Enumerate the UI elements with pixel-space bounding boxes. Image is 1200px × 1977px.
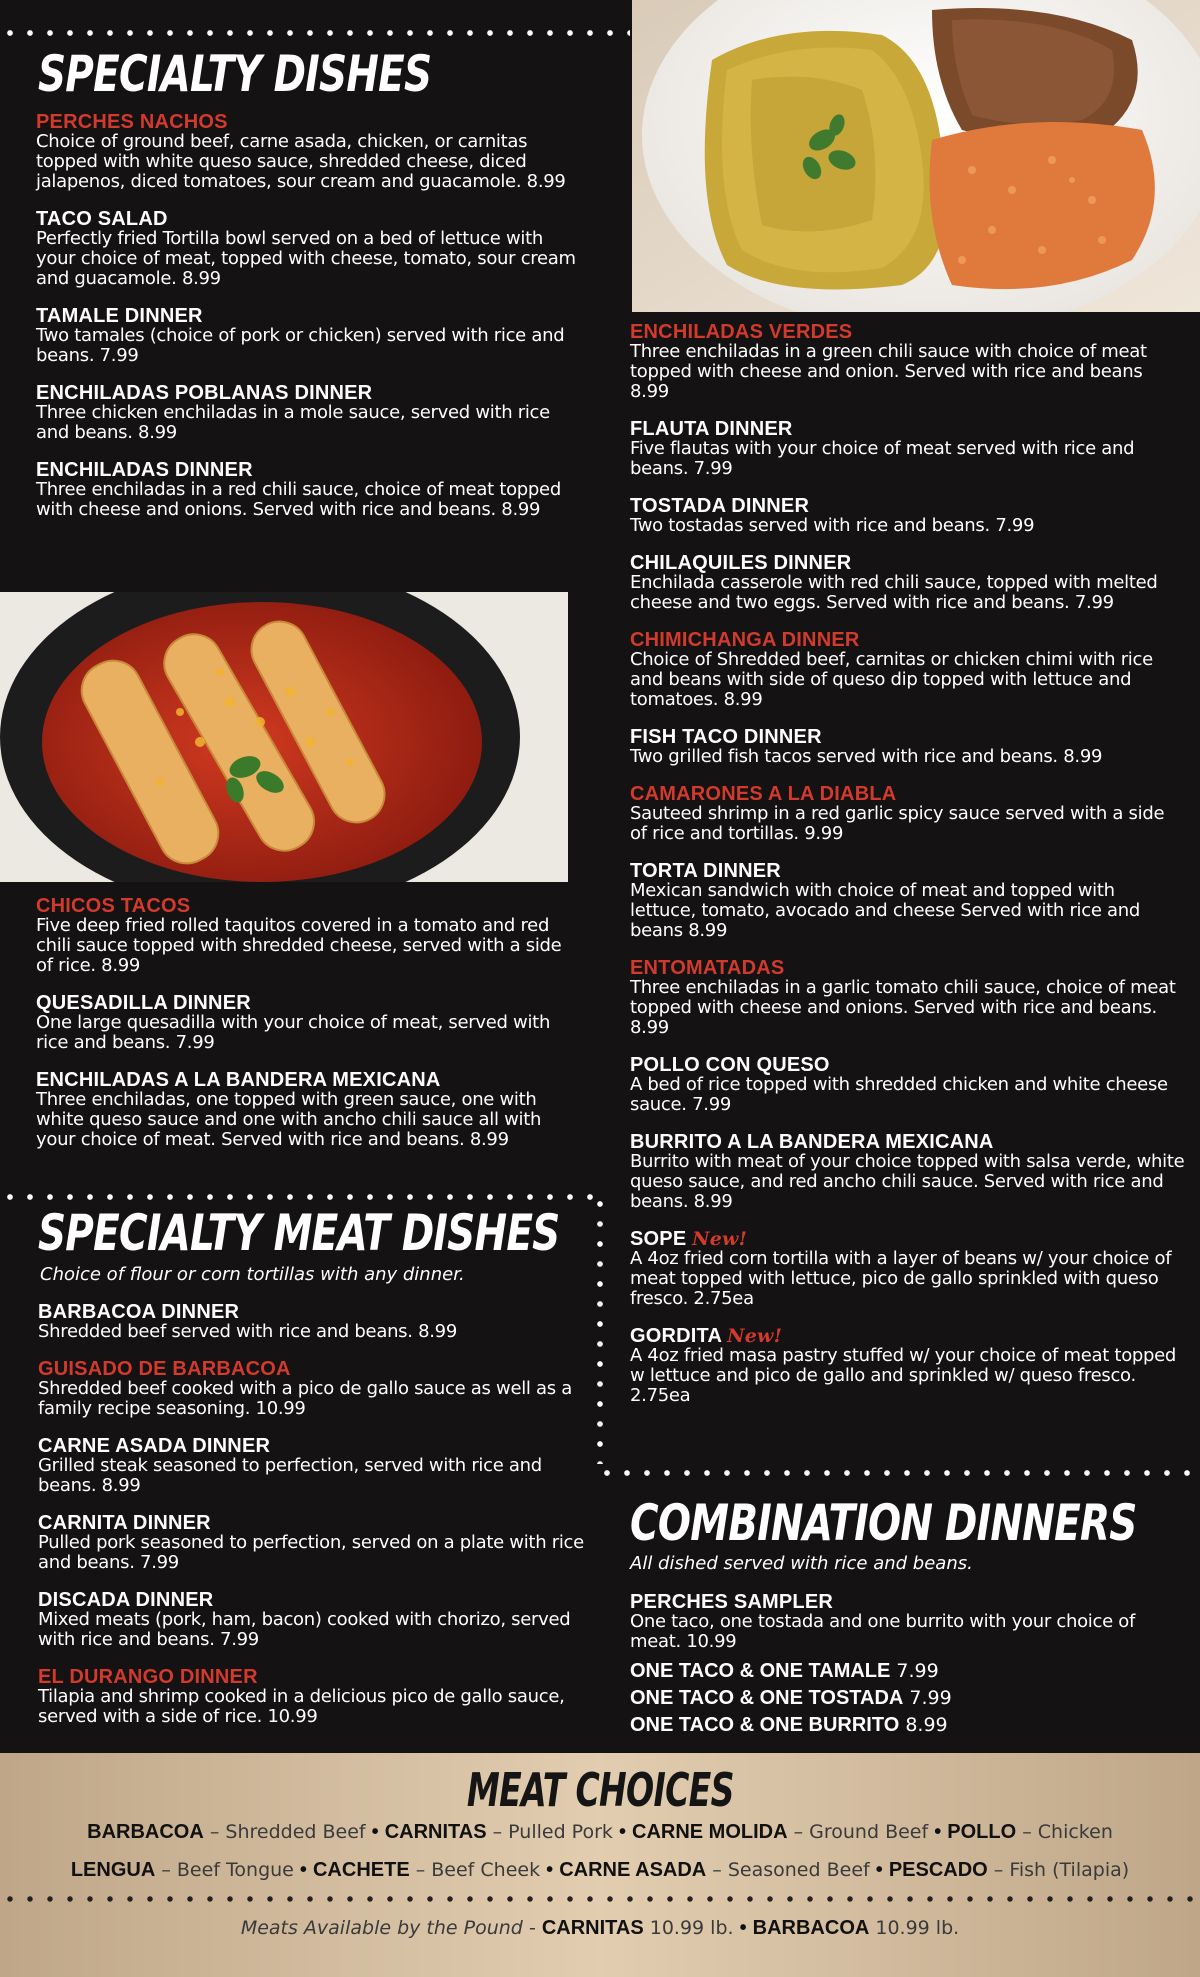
menu-item [36,1070,576,1150]
item-name: BARBACOA DINNER [38,1301,240,1323]
item-desc: Grilled steak seasoned to perfection, served with rice and beans. 8.99 [38,1455,542,1496]
item-desc: A 4oz fried masa pastry stuffed w/ your choice of meat topped w lettuce and pico de gallo and sprinkled w/ queso fresco. 2.75ea [630,1345,1177,1406]
pound-price: 10.99 lb. [649,1917,734,1939]
item-name: ENCHILADAS DINNER [36,459,253,481]
combo-line [630,1658,1185,1685]
item-desc: Five deep fried rolled taquitos covered in a tomato and red chili sauce topped with shredded cheese, served with a side of rice. 8.99 [36,915,562,976]
menu-item [38,1513,588,1573]
item-name: CHICOS TACOS [36,895,191,917]
menu-item [630,784,1185,844]
combo-line [630,1685,1185,1712]
menu-item [630,1132,1185,1212]
menu-item [36,306,576,366]
item-name: ENCHILADAS POBLANAS DINNER [36,382,373,404]
item-desc: Two tamales (choice of pork or chicken) served with rice and beans. 7.99 [36,325,565,366]
bullet: • [546,1859,554,1881]
specialty-dishes-title: SPECIALTY DISHES [38,45,432,103]
meat-desc: Fish (Tilapia) [1009,1859,1130,1881]
item-desc: Three chicken enchiladas in a mole sauce, served with rice and beans. 8.99 [36,402,550,443]
specialty-right-list [630,322,1185,1423]
menu-item [630,496,1185,536]
item-name: CAMARONES A LA DIABLA [630,783,897,805]
item-desc: Burrito with meat of your choice topped with salsa verde, white queso sauce, and red ancho chili sauce. Served with rice and beans. 8.99 [630,1151,1185,1212]
meat-dishes-subtitle: Choice of flour or corn tortillas with any dinner. [40,1264,465,1285]
menu-item [36,383,576,443]
item-name-row [630,1326,1185,1346]
pound-intro: Meats Available by the Pound - [240,1917,536,1939]
pound-meat: CARNITAS [541,1917,644,1939]
item-name: ENTOMATADAS [630,957,785,979]
item-name: CHILAQUILES DINNER [630,552,852,574]
meat-desc: Shredded Beef [225,1821,366,1843]
pound-meat: BARBACOA [752,1917,870,1939]
meat-choices-row-2: LENGUA – Beef Tongue • CACHETE – Beef Cheek • CARNE ASADA – Seasoned Beef • PESCADO – Fish (Tilapia) [70,1859,1130,1881]
divider-vertical [597,1194,603,1464]
item-desc: One taco, one tostada and one burrito with your choice of meat. 10.99 [630,1611,1136,1652]
meat-desc: Seasoned Beef [727,1859,870,1881]
item-name: PERCHES SAMPLER [630,1591,834,1613]
meat-choices-row-1: BARBACOA – Shredded Beef • CARNITAS – Pulled Pork • CARNE MOLIDA – Ground Beef • POLLO – Chicken [87,1821,1113,1843]
item-name: CHIMICHANGA DINNER [630,629,860,651]
meat-choices-title: MEAT CHOICES [466,1763,734,1817]
by-the-pound-line [0,1917,1200,1940]
divider-meat-dishes [0,1194,600,1200]
menu-item [36,896,576,976]
meat-name: CACHETE [312,1859,410,1881]
menu-item [38,1436,588,1496]
menu-item [38,1302,588,1342]
chicos-tacos-bowl-photo [0,592,568,882]
item-name: ENCHILADAS VERDES [630,321,853,343]
meat-name: PESCADO [888,1859,988,1881]
menu-item [36,209,576,289]
meat-dishes-list [38,1302,588,1744]
item-desc: Three enchiladas in a garlic tomato chili sauce, choice of meat topped with cheese and onions. Served with rice and beans. 8.99 [630,977,1176,1038]
item-desc: Enchilada casserole with red chili sauce, topped with melted cheese and two eggs. Served with rice and beans. 7.99 [630,572,1158,613]
item-desc: Three enchiladas in a green chili sauce with choice of meat topped with cheese and onion. Served with rice and beans 8.99 [630,341,1147,402]
meat-name: CARNITAS [384,1821,487,1843]
enchiladas-verdes-plate-photo [632,0,1200,312]
meat-desc: Beef Cheek [431,1859,541,1881]
meat-desc: Ground Beef [809,1821,929,1843]
menu-item [630,727,1185,767]
item-name: FISH TACO DINNER [630,726,822,748]
item-desc: Five flautas with your choice of meat served with rice and beans. 7.99 [630,438,1135,479]
meat-name: BARBACOA [87,1821,204,1843]
item-name: CARNITA DINNER [38,1512,211,1534]
meat-choices-band [0,1753,1200,1977]
combo-line [630,1712,1185,1739]
new-badge: New! [692,1228,748,1250]
menu-item [38,1590,588,1650]
meat-dishes-title: SPECIALTY MEAT DISHES [38,1204,560,1262]
item-name-row [630,1229,1185,1249]
item-desc: Choice of ground beef, carne asada, chicken, or carnitas topped with white queso sauce, shredded cheese, diced jalapenos, diced tomatoes, sour cream and guacamole. 8.99 [36,131,566,192]
item-desc: A bed of rice topped with shredded chicken and white cheese sauce. 7.99 [630,1074,1168,1115]
item-name: TACO SALAD [36,208,168,230]
meat-desc: Chicken [1037,1821,1113,1843]
meat-choices-divider [0,1896,1200,1902]
divider-top [0,30,630,36]
item-desc: Sauteed shrimp in a red garlic spicy sauce served with a side of rice and tortillas. 9.99 [630,803,1165,844]
meat-name: POLLO [947,1821,1017,1843]
item-name: ENCHILADAS A LA BANDERA MEXICANA [36,1069,441,1091]
meat-desc: Beef Tongue [176,1859,294,1881]
combo-subtitle: All dished served with rice and beans. [630,1553,973,1574]
combo-name: ONE TACO & ONE TOSTADA [630,1687,904,1709]
bullet: • [618,1821,626,1843]
item-name: BURRITO A LA BANDERA MEXICANA [630,1131,994,1153]
menu-item [630,322,1185,402]
item-name: EL DURANGO DINNER [38,1666,258,1688]
menu-item [36,993,576,1053]
item-name: GUISADO DE BARBACOA [38,1358,291,1380]
item-name: SOPE [630,1228,687,1250]
item-name: DISCADA DINNER [38,1589,214,1611]
meat-name: CARNE ASADA [559,1859,707,1881]
new-badge: New! [727,1325,783,1347]
bullet: • [739,1917,747,1939]
item-desc: Shredded beef served with rice and beans. 8.99 [38,1321,457,1342]
item-name: GORDITA [630,1325,722,1347]
item-desc: Tilapia and shrimp cooked in a delicious pico de gallo sauce, served with a side of rice. 10.99 [38,1686,565,1727]
item-desc: One large quesadilla with your choice of meat, served with rice and beans. 7.99 [36,1012,551,1053]
item-desc: Pulled pork seasoned to perfection, served on a plate with rice and beans. 7.99 [38,1532,584,1573]
combo-title: COMBINATION DINNERS [630,1494,1137,1552]
item-name: PERCHES NACHOS [36,111,228,133]
divider-combo [597,1470,1200,1476]
menu-item [630,1055,1185,1115]
menu-item [38,1667,588,1727]
item-desc: Two tostadas served with rice and beans. 7.99 [630,515,1035,536]
menu-item [630,1592,1185,1652]
combo-list [630,1592,1185,1739]
item-name: POLLO CON QUESO [630,1054,830,1076]
combo-price: 8.99 [905,1714,948,1736]
combo-price: 7.99 [896,1660,939,1682]
menu-item [630,861,1185,941]
menu-item [630,1229,1185,1309]
bullet: • [371,1821,379,1843]
bullet: • [299,1859,307,1881]
menu-item [630,958,1185,1038]
item-desc: Mixed meats (pork, ham, bacon) cooked with chorizo, served with rice and beans. 7.99 [38,1609,571,1650]
item-desc: A 4oz fried corn tortilla with a layer of beans w/ your choice of meat topped with lettuce, pico de gallo sprinkled with queso fresco. 2.75ea [630,1248,1172,1309]
item-name: FLAUTA DINNER [630,418,793,440]
menu-item [630,419,1185,479]
menu-item [630,1326,1185,1406]
menu-item [630,630,1185,710]
bullet: • [934,1821,942,1843]
item-desc: Three enchiladas, one topped with green sauce, one with white queso sauce and one with ancho chili sauce all with your choice of meat. Served with rice and beans. 8.99 [36,1089,542,1150]
item-desc: Three enchiladas in a red chili sauce, choice of meat topped with cheese and onions. Served with rice and beans. 8.99 [36,479,561,520]
bullet: • [875,1859,883,1881]
item-name: TAMALE DINNER [36,305,203,327]
item-desc: Shredded beef cooked with a pico de gallo sauce as well as a family recipe seasoning. 10.99 [38,1378,572,1419]
item-desc: Two grilled fish tacos served with rice and beans. 8.99 [630,746,1103,767]
combo-price: 7.99 [909,1687,952,1709]
item-desc: Mexican sandwich with choice of meat and topped with lettuce, tomato, avocado and cheese Served with rice and beans 8.99 [630,880,1140,941]
combo-name: ONE TACO & ONE BURRITO [630,1714,900,1736]
menu-item [36,460,576,520]
meat-name: CARNE MOLIDA [632,1821,788,1843]
item-name: TOSTADA DINNER [630,495,810,517]
pound-price: 10.99 lb. [875,1917,960,1939]
item-desc: Choice of Shredded beef, carnitas or chicken chimi with rice and beans with side of queso dip topped with lettuce and tomatoes. 8.99 [630,649,1153,710]
item-name: CARNE ASADA DINNER [38,1435,271,1457]
combo-name: ONE TACO & ONE TAMALE [630,1660,891,1682]
menu-item [630,553,1185,613]
specialty-left-bottom-list [36,896,576,1167]
specialty-left-top-list [36,112,576,537]
meat-choices-title-wrap [0,1763,1200,1817]
meat-name: LENGUA [70,1859,156,1881]
menu-item [36,112,576,192]
menu-item [38,1359,588,1419]
item-name: QUESADILLA DINNER [36,992,251,1014]
item-desc: Perfectly fried Tortilla bowl served on a bed of lettuce with your choice of meat, topped with cheese, tomato, sour cream and guacamole. 8.99 [36,228,576,289]
meat-desc: Pulled Pork [508,1821,613,1843]
item-name: TORTA DINNER [630,860,781,882]
